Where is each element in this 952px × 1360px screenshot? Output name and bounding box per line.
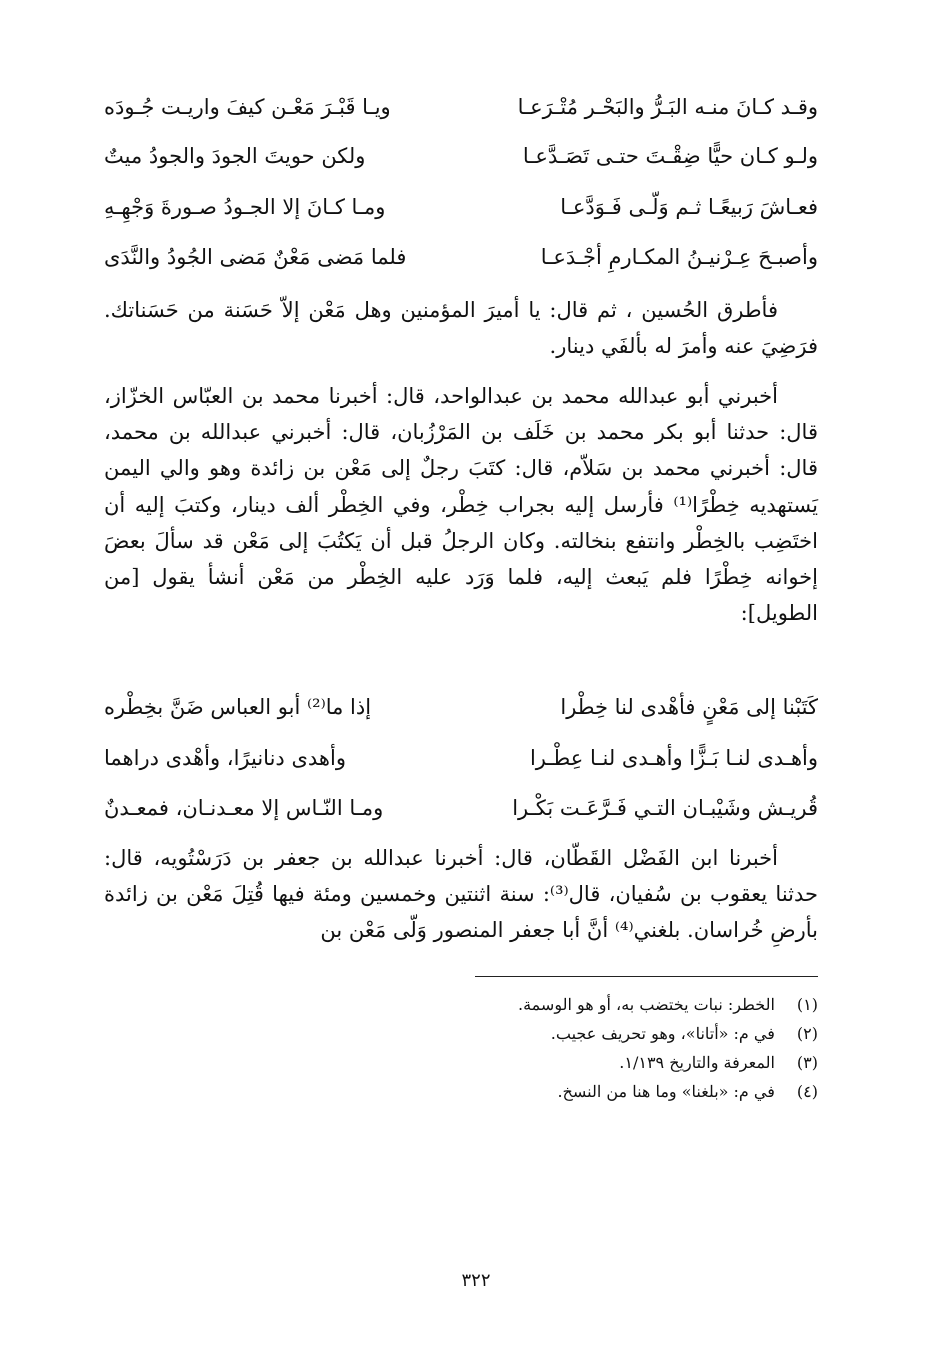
footnotes (300, 990, 818, 1106)
verse-hemistich: كَتَبْنا إلى مَعْنٍ فأهْدى لنا خِطْرا (560, 695, 818, 719)
paragraph-text: فأطرق الحُسين ، ثم قال: يا أميرَ المؤمنين وهل مَعْن إلاّ حَسَنة من حَسَناتك. فرَضِيَ عنه وأمرَ له بألفَي دينار. (104, 298, 818, 359)
page-number: ٣٢٢ (461, 1270, 491, 1291)
footnote-number: (١) (796, 995, 818, 1014)
verse-line (104, 86, 818, 128)
verse-hemistich: وقـد كـانَ منـه البَـرُّ والبَحْـر مُتْـرَعـا (517, 95, 818, 119)
footnote-text: في م: «بلغنا» وما هنا من النسخ. (557, 1082, 775, 1101)
verse-hemistich: ومـا النّـاس إلا معـدنـان، فمعـدنٌ (104, 796, 384, 820)
verse-hemistich: إذا ما⁽²⁾ أبو العباس ضَنَّ بخِطْره (104, 695, 372, 719)
verse-hemistich: ويـا قَبْـرَ مَعْـن كيفَ واريـت جُـودَه (104, 95, 391, 119)
verse-line (104, 135, 818, 177)
verse-line (104, 787, 818, 829)
verse-hemistich: فعـاشَ رَبيعًـا ثـم وَلّـى فَـوَدَّعـا (560, 195, 818, 219)
verse-line (104, 236, 818, 278)
footnote (300, 1048, 818, 1077)
verse-hemistich: وأهـدى لنـا بَـزًّا وأهـدى لنـا عِطْـرا (529, 746, 818, 770)
verse-line (104, 186, 818, 228)
verse-hemistich: قُريـش وشَيْبـان التـي فَـرَّعَـت بَكْـرا (512, 796, 818, 820)
paragraph-text: أخبرنا ابن الفَضْل القَطّان، قال: أخبرنا عبدالله بن جعفر بن دَرَسْتُويه، قال: حدثنا يعقوب بن سُفيان، قال⁽³⁾: سنة اثنتين وخمسين ومئة فيها قُتِلَ مَعْن بن زائدة بأرضِ خُراسان. بلغني⁽⁴⁾ أنَّ أبا جعفر المنصور وَلّى مَعْن بن (104, 846, 818, 943)
prose-paragraph (104, 378, 818, 631)
footnote-divider (475, 976, 818, 977)
verse-hemistich: ومـا كـانَ إلا الجـودُ صـورةَ وَجْهِـهِ (104, 195, 386, 219)
verse-hemistich: وأهدى دنانيرًا، وأهْدى دراهما (104, 746, 346, 770)
verse-line (104, 737, 818, 779)
verse-hemistich: فلما مَضى مَعْنٌ مَضى الجُودُ والنَّدَى (104, 245, 407, 269)
footnote-text: في م: «أتانا»، وهو تحريف عجيب. (550, 1024, 775, 1043)
prose-paragraph (104, 840, 818, 949)
paragraph-text: أخبرني أبو عبدالله محمد بن عبدالواحد، قال: أخبرنا محمد بن العبّاس الخزّاز، قال: حدثنا أبو بكر محمد بن خَلَف بن المَرْزُبان، قال: أخبرني عبدالله بن محمد، قال: أخبرني محمد بن سَلاّم، قال: كتَبَ رجلٌ إلى مَعْن بن زائدة وهو والي اليمن يَستهديه خِطْرًا⁽¹⁾ فأرسل إليه بجراب خِطْر، وفي الخِطْر ألف دينار، وكتبَ إليه أن اختَضِب بالخِطْر وانتفع بنخالته. وكان الرجلُ قبل أن يَكتُبَ إلى مَعْن قد سألَ بعضَ إخوانه خِطْرًا فلم يَبعث إليه، فلما وَرَد عليه الخِطْر من مَعْن أنشأ يقول [من الطويل]: (104, 384, 818, 626)
verse-line (104, 686, 818, 728)
verse-hemistich: وأصبـحَ عِـرْنيـنُ المكـارمِ أجْـدَعـا (540, 245, 818, 269)
footnote (300, 990, 818, 1019)
verse-hemistich: ولكن حويتَ الجودَ والجودُ ميتٌ (104, 144, 366, 168)
verse-hemistich: ولـو كـان حيًّا ضِقْـتَ حتـى تَصَـدَّعـا (522, 144, 818, 168)
footnote-number: (٢) (796, 1024, 818, 1043)
footnote-text: المعرفة والتاريخ ١/١٣٩. (619, 1053, 775, 1072)
footnote-text: الخطر: نبات يختضب به، أو هو الوسمة. (518, 995, 775, 1014)
footnote-number: (٤) (796, 1082, 818, 1101)
footnote (300, 1019, 818, 1048)
prose-paragraph (104, 292, 818, 364)
footnote (300, 1077, 818, 1106)
footnote-number: (٣) (796, 1053, 818, 1072)
